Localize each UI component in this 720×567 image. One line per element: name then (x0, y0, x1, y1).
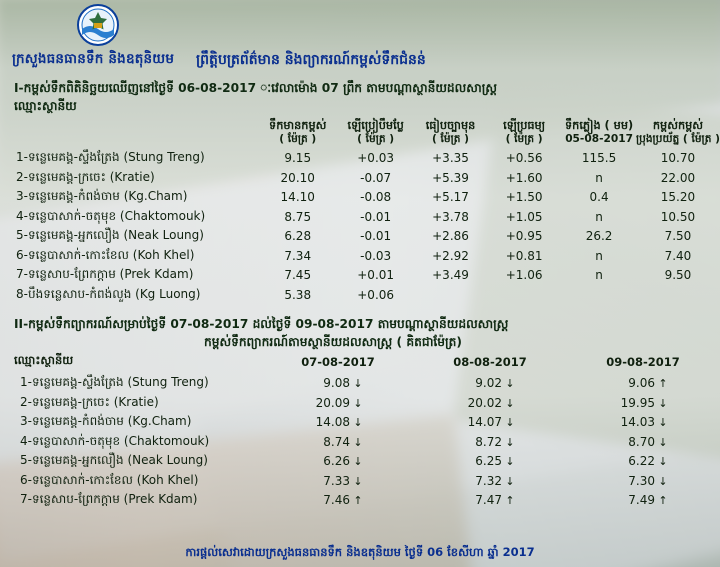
level-value: 9.15 (284, 151, 312, 166)
vs-yesterday-value: +0.01 (357, 268, 395, 283)
forecast-value: 7.30 (628, 473, 655, 488)
station-name: 8-បឹងទន្លេសាប-កំពង់លួង (Kg Luong) (16, 286, 201, 301)
forecast-value: 14.03 (620, 415, 655, 430)
trend-arrow-icon: ↑ (658, 377, 668, 391)
ministry-name: ក្រសួងធនធានទឹក និងឧតុនិយម (12, 51, 175, 67)
level-value: 6.28 (284, 229, 312, 244)
table-row (0, 168, 720, 188)
vs-yesterday-value: +0.03 (357, 151, 395, 166)
forecast-value: 20.09 (315, 395, 350, 410)
observed-levels-table (0, 119, 720, 304)
alarm-level-value: 10.70 (660, 151, 696, 166)
vs-lastmonth-value: +2.86 (432, 229, 469, 244)
vs-yesterday-value: -0.07 (360, 170, 392, 185)
table-row (0, 266, 720, 286)
forecast-day3 (566, 432, 720, 452)
column-header-forecast-day3: 09-08-2017 (606, 354, 680, 369)
forecast-day2 (414, 451, 566, 471)
forecast-value: 19.95 (620, 395, 655, 410)
table-row (0, 412, 720, 432)
rainfall-value: n (595, 268, 603, 283)
vs-yesterday-value: -0.01 (360, 209, 392, 224)
forecast-day1 (262, 412, 414, 432)
trend-arrow-icon: ↓ (353, 435, 363, 449)
forecast-value: 9.02 (475, 376, 502, 391)
column-header-station: ឈ្មោះស្ថានីយ (14, 353, 74, 368)
vs-yesterday-value: -0.03 (360, 248, 392, 263)
vs-average-value (486, 285, 562, 305)
station-name: 5-ទន្លេមេគង្គ-អ្នកលឿង (Neak Loung) (16, 228, 204, 243)
trend-arrow-icon: ↑ (658, 494, 668, 508)
level-value: 20.10 (280, 170, 315, 185)
alarm-level-value (636, 285, 720, 305)
station-name: 3-ទន្លេមេគង្គ-កំពង់ចាម (Kg.Cham) (16, 189, 188, 204)
table-row (0, 227, 720, 247)
trend-arrow-icon: ↓ (658, 416, 668, 430)
level-value: 8.75 (284, 209, 312, 224)
document-footer: ការផ្តល់សេវាដោយក្រសួងធនធានទឹក និងឧតុនិយម ថ្ងៃទី 06 ខែសីហា ឆ្នាំ 2017 (185, 545, 535, 559)
vs-lastmonth-value (415, 285, 486, 305)
alarm-level-value: 15.20 (660, 190, 696, 205)
vs-lastmonth-value: +3.78 (432, 209, 469, 224)
forecast-value: 6.25 (475, 454, 502, 469)
forecast-day3 (566, 451, 720, 471)
ministry-emblem-icon (76, 3, 120, 47)
trend-arrow-icon: ↓ (505, 455, 515, 469)
forecast-day3 (566, 373, 720, 393)
alarm-level-value: 7.50 (664, 229, 692, 244)
forecast-value: 7.32 (475, 473, 502, 488)
forecast-day3 (566, 393, 720, 413)
section1-heading-line2: ឈ្មោះស្ថានីយ (14, 98, 77, 113)
forecast-day2 (414, 373, 566, 393)
page-title: ព្រឹត្តិបត្រព័ត៌មាន និងព្យាករណ៍កម្ពស់ទឹកជំនន់ (196, 52, 426, 68)
trend-arrow-icon: ↓ (658, 455, 668, 469)
station-name: 7-ទន្លេសាប-ព្រែកក្តាម (Prek Kdam) (16, 267, 194, 282)
rainfall-value: 115.5 (581, 151, 617, 166)
table-row (0, 207, 720, 227)
column-header-level: ទឹកមានកម្ពស់ ( ម៉ែត្រ ) (269, 119, 327, 146)
forecast-day1 (262, 471, 414, 491)
station-name: 1-ទន្លេមេគង្គ-ស្ទឹងត្រែង (Stung Treng) (20, 375, 209, 390)
station-name: 6-ទន្លេបាសាក់-កោះខែល (Koh Khel) (16, 247, 195, 262)
table-header-row (0, 353, 720, 373)
table-row (0, 451, 720, 471)
table-row (0, 471, 720, 491)
forecast-value: 14.08 (315, 415, 350, 430)
forecast-value: 7.47 (475, 493, 502, 508)
forecast-value: 14.07 (467, 415, 502, 430)
trend-arrow-icon: ↑ (505, 494, 515, 508)
forecast-day2 (414, 432, 566, 452)
forecast-day2 (414, 490, 566, 510)
forecast-day1 (262, 393, 414, 413)
column-header-vs-lastmonth: ធៀបច្បាមុន ( ម៉ែត្រ ) (425, 119, 476, 146)
trend-arrow-icon: ↓ (353, 396, 363, 410)
table-row (0, 246, 720, 266)
table-row (0, 373, 720, 393)
forecast-value: 9.08 (323, 376, 350, 391)
forecast-levels-table (0, 353, 720, 510)
section1-heading-line1: I-កម្ពស់ទឹកពិតិនិច្ឆយឈើញនៅថ្ងៃទី 06-08-2017 ៈវេលាម៉ោង 07 ព្រឹក តាមបណ្តាស្ថានីយដលសាស្រ្ត (14, 81, 497, 95)
station-name: 5-ទន្លេមេគង្គ-អ្នកលឿង (Neak Loung) (20, 453, 208, 468)
rainfall-value: n (595, 209, 603, 224)
table-row (0, 285, 720, 305)
trend-arrow-icon: ↓ (353, 416, 363, 430)
trend-arrow-icon: ↓ (505, 416, 515, 430)
level-value: 7.34 (284, 248, 312, 263)
forecast-day1 (262, 451, 414, 471)
forecast-value: 20.02 (467, 395, 502, 410)
vs-yesterday-value: -0.01 (360, 229, 392, 244)
trend-arrow-icon: ↓ (353, 377, 363, 391)
trend-arrow-icon: ↓ (658, 435, 668, 449)
rainfall-value: 0.4 (589, 190, 609, 205)
station-name: 6-ទន្លេបាសាក់-កោះខែល (Koh Khel) (20, 472, 199, 487)
forecast-day3 (566, 471, 720, 491)
vs-average-value: +1.60 (505, 170, 543, 185)
table-row (0, 432, 720, 452)
station-name: 4-ទន្លេបាសាក់-ចតុមុខ (Chaktomouk) (16, 208, 206, 223)
forecast-value: 7.49 (628, 493, 655, 508)
forecast-day1 (262, 490, 414, 510)
forecast-value: 8.70 (628, 434, 655, 449)
forecast-day1 (262, 432, 414, 452)
section2-heading-line2: កម្ពស់ទឹកព្យាករណ៍តាមស្ថានីយដលសាស្រ្ត ( គិតជាម៉ែត្រ) (204, 335, 462, 350)
column-header-alarm-level: កម្ពស់កម្ពស់ ប្រុងប្រយ័ត្ន ( ម៉ែត្រ ) (635, 119, 720, 146)
vs-average-value: +1.06 (505, 268, 543, 283)
trend-arrow-icon: ↓ (505, 435, 515, 449)
trend-arrow-icon: ↓ (505, 474, 515, 488)
column-header-vs-average: ឡើប្រធម្យ ( ម៉ែត្រ ) (503, 119, 546, 146)
forecast-value: 9.06 (628, 376, 655, 391)
forecast-value: 8.72 (475, 434, 502, 449)
document-header (0, 0, 720, 74)
rainfall-value: n (595, 170, 603, 185)
station-name: 3-ទន្លេមេគង្គ-កំពង់ចាម (Kg.Cham) (20, 414, 192, 429)
forecast-day3 (566, 412, 720, 432)
forecast-value: 7.33 (323, 473, 350, 488)
vs-lastmonth-value: +5.17 (432, 190, 469, 205)
station-name: 2-ទន្លេមេគង្គ-ក្រចេះ (Kratie) (16, 169, 155, 184)
column-header-forecast-day2: 08-08-2017 (453, 354, 527, 369)
vs-lastmonth-value: +3.49 (432, 268, 469, 283)
trend-arrow-icon: ↓ (658, 474, 668, 488)
forecast-value: 6.26 (323, 454, 350, 469)
alarm-level-value: 9.50 (664, 268, 692, 283)
vs-average-value: +0.95 (505, 229, 543, 244)
vs-lastmonth-value: +5.39 (432, 170, 469, 185)
table-header-row (0, 119, 720, 148)
forecast-day1 (262, 373, 414, 393)
column-header-rainfall: ទឹកភ្លៀង ( មម) 05-08-2017 (564, 119, 634, 146)
alarm-level-value: 10.50 (660, 209, 696, 224)
station-name: 4-ទន្លេបាសាក់-ចតុមុខ (Chaktomouk) (20, 433, 210, 448)
rainfall-value (562, 285, 636, 305)
vs-average-value: +0.56 (505, 151, 543, 166)
table-row (0, 393, 720, 413)
level-value: 7.45 (284, 268, 312, 283)
trend-arrow-icon: ↓ (353, 474, 363, 488)
rainfall-value: 26.2 (585, 229, 613, 244)
section2-heading (0, 315, 720, 352)
station-name: 7-ទន្លេសាប-ព្រែកក្តាម (Prek Kdam) (20, 492, 198, 507)
forecast-day2 (414, 393, 566, 413)
forecast-value: 8.74 (323, 434, 350, 449)
table-row (0, 149, 720, 169)
table-row (0, 188, 720, 208)
vs-average-value: +1.05 (505, 209, 543, 224)
column-header-station (0, 119, 259, 148)
vs-yesterday-value: -0.08 (360, 190, 392, 205)
section1-heading (0, 80, 720, 115)
forecast-day2 (414, 471, 566, 491)
level-value: 5.38 (284, 287, 312, 302)
vs-lastmonth-value: +2.92 (432, 248, 469, 263)
forecast-day2 (414, 412, 566, 432)
section2-heading-line1: II-កម្ពស់ទឹកព្យាករណ៍សម្រាប់ថ្ងៃទី 07-08-2017 ដល់ថ្ងៃទី 09-08-2017 តាមបណ្តាស្ថានីយដលសាស្រ្ត (14, 316, 509, 331)
column-header-forecast-day1: 07-08-2017 (301, 354, 375, 369)
alarm-level-value: 22.00 (660, 170, 696, 185)
vs-yesterday-value: +0.06 (357, 287, 395, 302)
rainfall-value: n (595, 248, 603, 263)
trend-arrow-icon: ↓ (353, 455, 363, 469)
vs-lastmonth-value: +3.35 (432, 151, 469, 166)
forecast-day3 (566, 490, 720, 510)
trend-arrow-icon: ↓ (505, 377, 515, 391)
vs-average-value: +1.50 (505, 190, 543, 205)
station-name: 1-ទន្លេមេគង្គ-ស្ទឹងត្រែង (Stung Treng) (16, 150, 205, 165)
trend-arrow-icon: ↓ (505, 396, 515, 410)
forecast-value: 7.46 (323, 493, 350, 508)
trend-arrow-icon: ↑ (353, 494, 363, 508)
column-header-vs-yesterday: ឡើប្រៀបឹមប្លែ ( ម៉ែត្រ ) (347, 119, 404, 146)
forecast-value: 6.22 (628, 454, 655, 469)
table-row (0, 490, 720, 510)
document-body (0, 80, 720, 510)
trend-arrow-icon: ↓ (658, 396, 668, 410)
vs-average-value: +0.81 (505, 248, 543, 263)
alarm-level-value: 7.40 (664, 248, 692, 263)
station-name: 2-ទន្លេមេគង្គ-ក្រចេះ (Kratie) (20, 394, 159, 409)
level-value: 14.10 (280, 190, 315, 205)
